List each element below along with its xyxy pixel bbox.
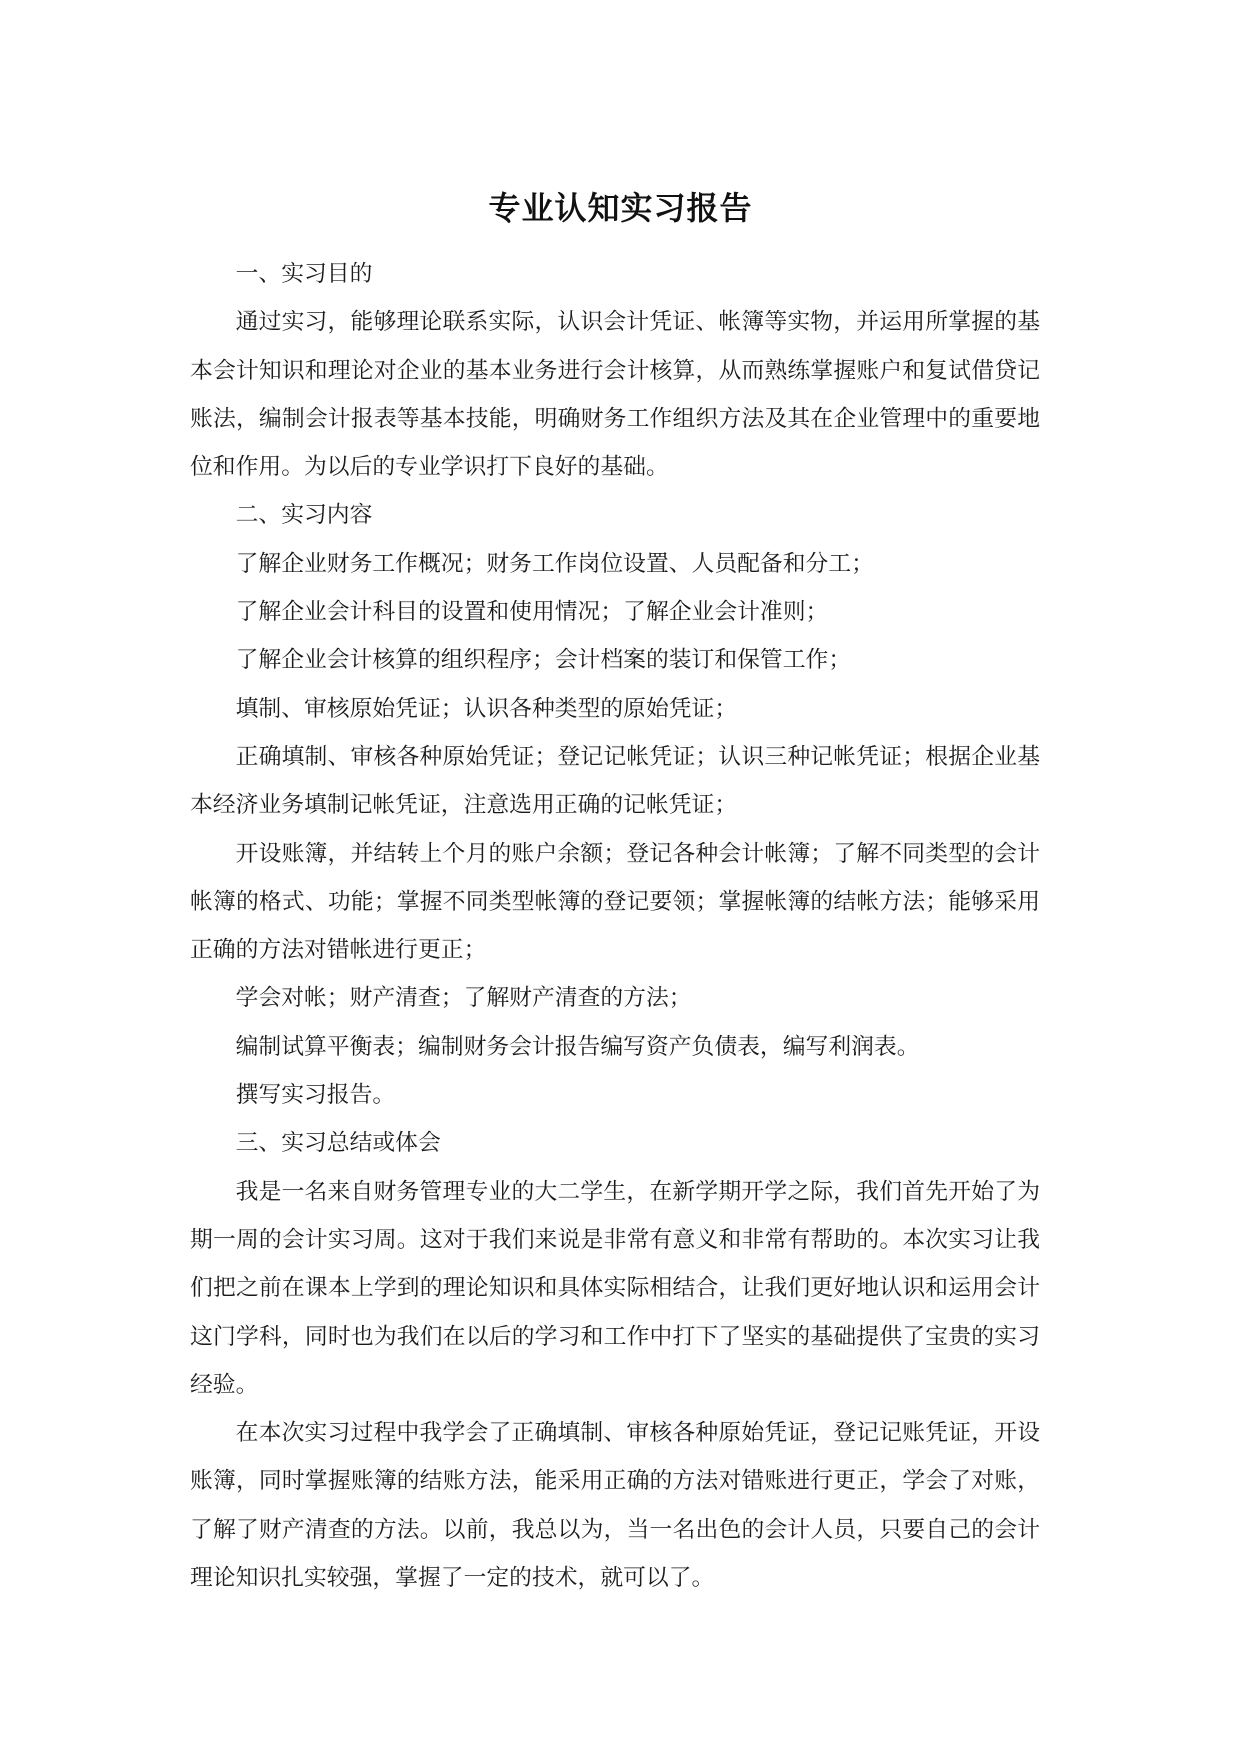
content-item-7: 学会对帐；财产清查；了解财产清查的方法； bbox=[235, 985, 692, 1012]
content-item-2: 了解企业会计科目的设置和使用情况；了解企业会计准则； bbox=[235, 599, 829, 626]
content-item-6: 开设账簿，并结转上个月的账户余额；登记各种会计帐簿；了解不同类型的会计帐簿的格式、功能；掌握不同类型帐簿的登记要领；掌握帐簿的结帐方法；能够采用正确的方法对错帐进行更正； bbox=[190, 840, 1040, 964]
section-heading-summary: 三、实习总结或体会 bbox=[235, 1130, 441, 1157]
document-title: 专业认知实习报告 bbox=[488, 189, 753, 227]
content-item-9: 撰写实习报告。 bbox=[235, 1082, 396, 1109]
section-heading-purpose: 一、实习目的 bbox=[235, 261, 373, 287]
content-item-8: 编制试算平衡表；编制财务会计报告编写资产负债表，编写利润表。 bbox=[235, 1033, 920, 1060]
content-item-4: 填制、审核原始凭证；认识各种类型的原始凭证； bbox=[235, 695, 738, 722]
content-item-3: 了解企业会计核算的组织程序；会计档案的装订和保管工作； bbox=[235, 647, 852, 674]
paragraph-summary-1: 我是一名来自财务管理专业的大二学生，在新学期开学之际，我们首先开始了为期一周的会计实习周。这对于我们来说是非常有意义和非常有帮助的。本次实习让我们把之前在课本上学到的理论知识和具体实际相结合，让我们更好地认识和运用会计这门学科，同时也为我们在以后的学习和工作中打下了坚实的基础提供了宝贵的实习经验。 bbox=[190, 1178, 1040, 1398]
content-item-5: 正确填制、审核各种原始凭证；登记记帐凭证；认识三种记帐凭证；根据企业基本经济业务填制记帐凭证，注意选用正确的记帐凭证； bbox=[190, 743, 1040, 819]
content-item-1: 了解企业财务工作概况；财务工作岗位设置、人员配备和分工； bbox=[235, 550, 874, 577]
document-body bbox=[190, 250, 1040, 1602]
paragraph-summary-2: 在本次实习过程中我学会了正确填制、审核各种原始凭证，登记记账凭证，开设账簿，同时掌握账簿的结账方法，能采用正确的方法对错账进行更正，学会了对账，了解了财产清查的方法。以前，我总以为，当一名出色的会计人员，只要自己的会计理论知识扎实较强，掌握了一定的技术，就可以了。 bbox=[190, 1420, 1040, 1592]
section-heading-content: 二、实习内容 bbox=[235, 502, 373, 529]
paragraph-purpose: 通过实习，能够理论联系实际，认识会计凭证、帐簿等实物，并运用所掌握的基本会计知识和理论对企业的基本业务进行会计核算，从而熟练掌握账户和复试借贷记账法，编制会计报表等基本技能，明确财务工作组织方法及其在企业管理中的重要地位和作用。为以后的专业学识打下良好的基础。 bbox=[190, 309, 1040, 481]
